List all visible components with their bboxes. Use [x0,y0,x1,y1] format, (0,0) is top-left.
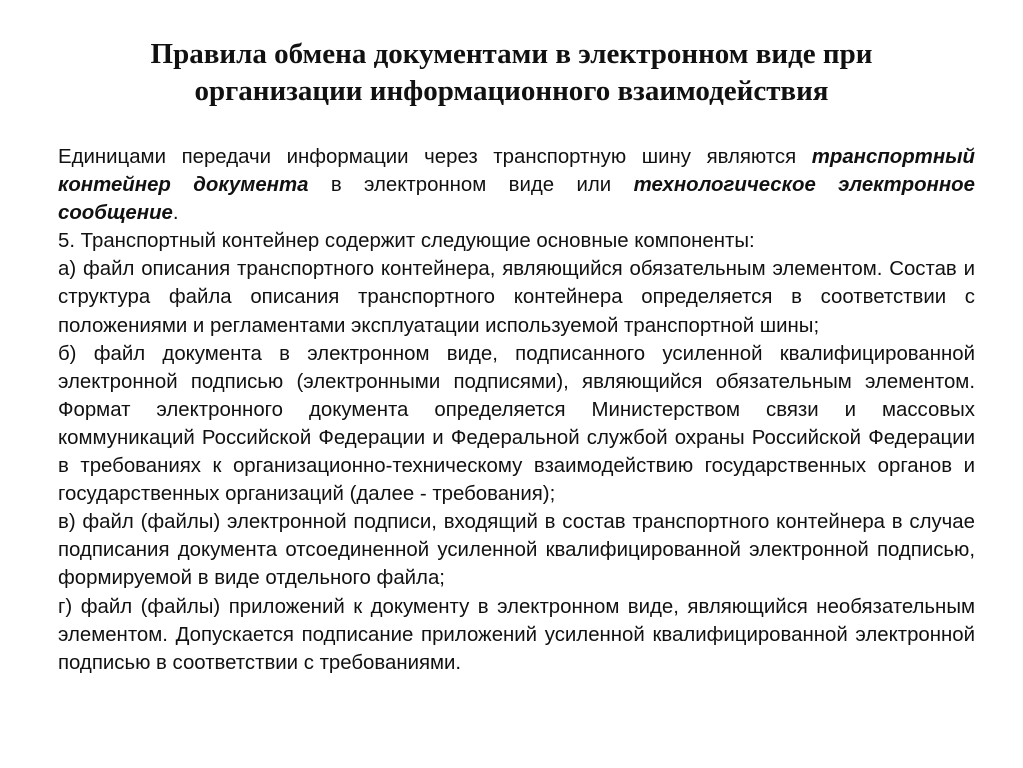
intro-text-after: . [172,202,179,225]
paragraph-item-5: 5. Транспортный контейнер содержит следующие основные компоненты: [58,230,755,253]
intro-text-before: Единицами передачи информации через транспортную шину являются [58,146,812,168]
intro-text-middle: в электронном виде или [308,174,634,197]
term-transport-container: транспортный контейнер документа [58,146,975,197]
paragraph-item-a: а) файл описания транспортного контейнера, являющийся обязательным элементом. Состав и структура файла описания транспортного контейнера определяется в соответствии с положениями и регламентами эксплуатации используемой транспортной шины; [58,258,975,337]
slide-title [60,36,963,110]
slide-title-line-1: Правила обмена документами в электронном виде при [150,38,873,70]
paragraph-item-b: б) файл документа в электронном виде, подписанного усиленной квалифицированной электронной подписью (электронными подписями), являющийся обязательным элементом. Формат электронного документа определяется Министерством связи и массовых коммуникаций Российской Федерации и Федеральной службой охраны Российской Федерации в требованиях к организационно-техническому взаимодействию государственных органов и государственных организаций (далее - требования); [58,342,975,506]
slide-body [58,143,975,677]
paragraph-item-v: в) файл (файлы) электронной подписи, входящий в состав транспортного контейнера в случае подписания документа отсоединенной усиленной квалифицированной электронной подписью, формируемой в виде отдельного файла; [58,511,975,590]
term-technological-message: технологическое электронное сообщение [58,174,975,225]
paragraph-item-g: г) файл (файлы) приложений к документу в электронном виде, являющийся необязательным элементом. Допускается подписание приложений усиленной квалифицированной электронной подписью в соответствии с требованиями. [58,595,975,674]
slide-title-line-2: организации информационного взаимодействия [194,75,829,107]
intro-paragraph [58,143,975,227]
